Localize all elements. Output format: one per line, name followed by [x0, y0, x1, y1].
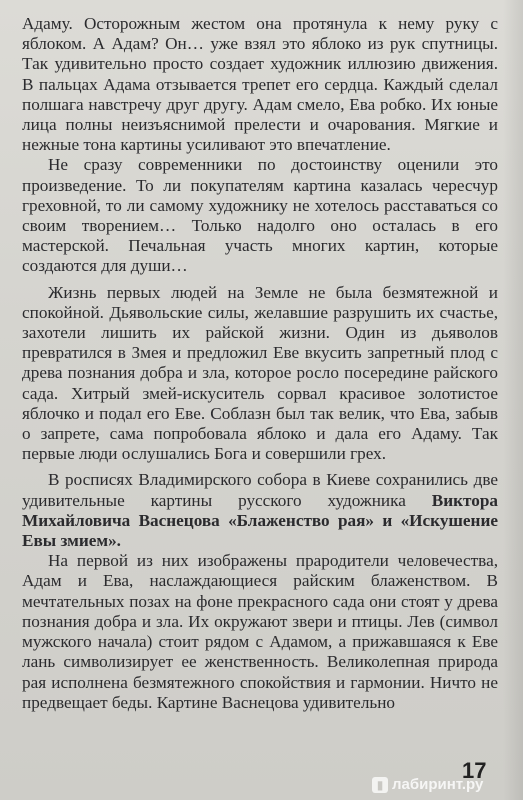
page-edge-shadow [503, 0, 523, 800]
paragraph-4-text: В росписях Владимирского собора в Киеве сохранились две удивительные картины русского художника [22, 470, 498, 510]
watermark-text: лабиринт.ру [392, 776, 484, 793]
paragraph-5: На первой из них изображены прародители человечества, Адам и Ева, наслаждающиеся райским блаженством. В мечтательных позах на фоне прекрасного сада они стоят у древа познания добра и зла. Их окружают звери и птицы. Лев (символ мужского начала) стоит рядом с Адамом, а прижавшаяся к Еве лань символизирует ее женственность. Великолепная природа рая исполнена безмятежного спокойствия и гармонии. Ничто не предвещает беды. Картине Васнецова удивительно [22, 551, 498, 712]
body-text [22, 14, 498, 713]
paragraph-2: Не сразу современники по достоинству оценили это произведение. То ли покупателям картина казалась чересчур греховной, то ли самому художнику не хотелось расставаться со своим творением… Только надолго оно осталась в его мастерской. Печальная участь многих картин, которые создаются для души… [22, 155, 498, 276]
page-number: 17 [462, 758, 487, 783]
paragraph-1: Адаму. Осторожным жестом она протянула к нему руку с яблоком. А Адам? Он… уже взял это яблоко из рук спутницы. Так удивительно просто создает художник иллюзию движения. В пальцах Адама отзывается трепет его сердца. Каждый сделал полшага навстречу друг другу. Адам смело, Ева робко. Их юные лица полны неизъяснимой прелести и очарования. Мягкие и нежные тона картины усиливают это впечатление. [22, 14, 498, 155]
paragraph-3: Жизнь первых людей на Земле не была безмятежной и спокойной. Дьявольские силы, желавшие разрушить их счастье, захотели лишить их райской жизни. Один из дьяволов превратился в Змея и предложил Еве вкусить запретный плод с древа познания добра и зла, которое росло посередине райского сада. Хитрый змей-искуситель сорвал красивое золотистое яблочко и подал его Еве. Соблазн был так велик, что Ева, забыв о запрете, сама попробовала яблоко и дала его Адаму. Так первые люди ослушались Бога и совершили грех. [22, 282, 498, 464]
artist-and-works: Виктора Михайловича Васнецова «Блаженство рая» и «Искушение Евы змием». [22, 490, 498, 551]
labirint-logo-icon: ▮ [372, 777, 388, 793]
watermark [372, 776, 483, 793]
paragraph-4 [22, 470, 498, 551]
